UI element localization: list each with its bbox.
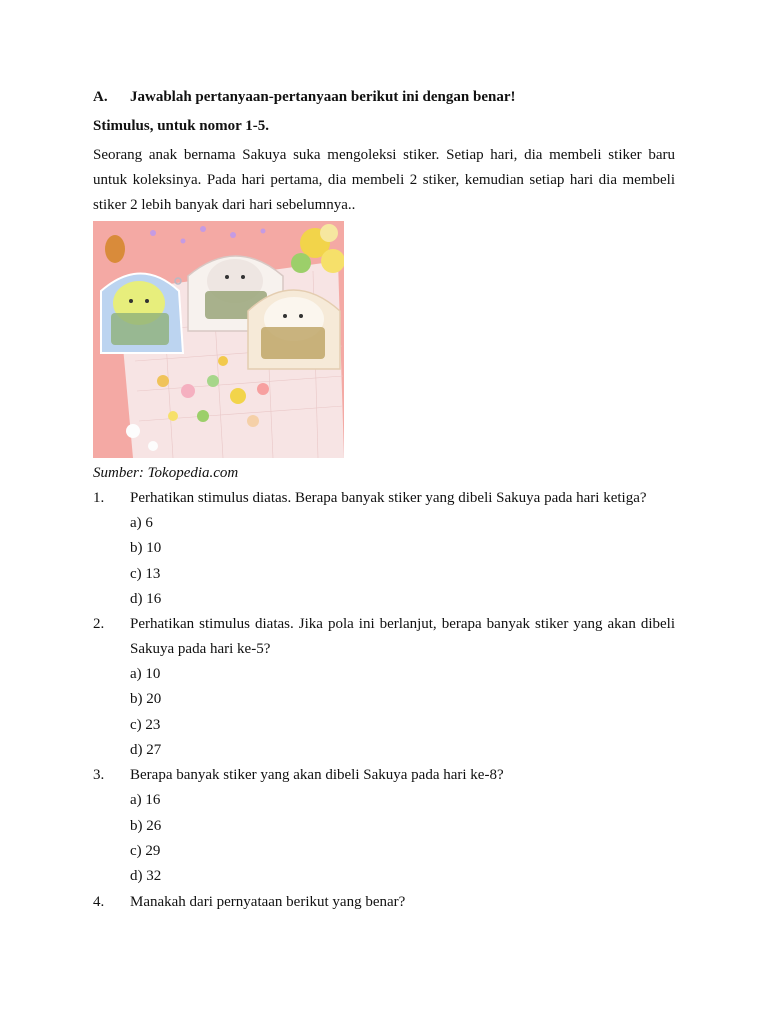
stimulus-title: Stimulus, untuk nomor 1-5. xyxy=(93,118,270,134)
question-number: 1. xyxy=(93,490,105,506)
option-c: c) 29 xyxy=(130,842,161,859)
option-b: b) 10 xyxy=(130,540,162,557)
option-c: c) 23 xyxy=(130,716,161,733)
option-list xyxy=(130,662,675,763)
section-letter: A. xyxy=(93,89,108,105)
question-text: Berapa banyak stiker yang akan dibeli Sakuya pada hari ke-8? xyxy=(130,767,504,784)
question-3 xyxy=(93,763,675,889)
question-number: 4. xyxy=(93,893,105,910)
option-d: d) 32 xyxy=(130,868,162,885)
question-1 xyxy=(93,486,675,612)
document-content xyxy=(93,86,675,915)
section-heading xyxy=(93,86,675,108)
option-a: a) 6 xyxy=(130,515,153,531)
option-list xyxy=(130,788,675,889)
question-2 xyxy=(93,612,675,763)
question-number: 3. xyxy=(93,767,105,784)
option-b: b) 26 xyxy=(130,817,162,834)
option-a: a) 10 xyxy=(130,666,161,683)
sticker-photo xyxy=(93,221,344,458)
question-number: 2. xyxy=(93,616,105,633)
question-list xyxy=(93,486,675,915)
stimulus-text: Seorang anak bernama Sakuya suka mengoleksi stiker. Setiap hari, dia membeli stiker baru untuk koleksinya. Pada hari pertama, dia membeli 2 stiker, kemudian setiap hari dia membeli stiker 2 lebih banyak dari hari sebelumnya.. xyxy=(93,147,675,213)
question-text: Perhatikan stimulus diatas. Berapa banyak stiker yang dibeli Sakuya pada hari ketiga? xyxy=(130,490,647,506)
option-list xyxy=(130,511,675,612)
option-c: c) 13 xyxy=(130,565,161,582)
option-d: d) 16 xyxy=(130,590,162,607)
option-a: a) 16 xyxy=(130,792,161,809)
option-d: d) 27 xyxy=(130,742,162,759)
question-text: Perhatikan stimulus diatas. Jika pola ini berlanjut, berapa banyak stiker yang akan dibeli Sakuya pada hari ke-5? xyxy=(130,616,675,658)
question-4 xyxy=(93,890,675,915)
question-text: Manakah dari pernyataan berikut yang benar? xyxy=(130,893,406,910)
option-b: b) 20 xyxy=(130,691,162,708)
image-source: Sumber: Tokopedia.com xyxy=(93,465,239,481)
section-instruction: Jawablah pertanyaan-pertanyaan berikut ini dengan benar! xyxy=(130,89,516,105)
